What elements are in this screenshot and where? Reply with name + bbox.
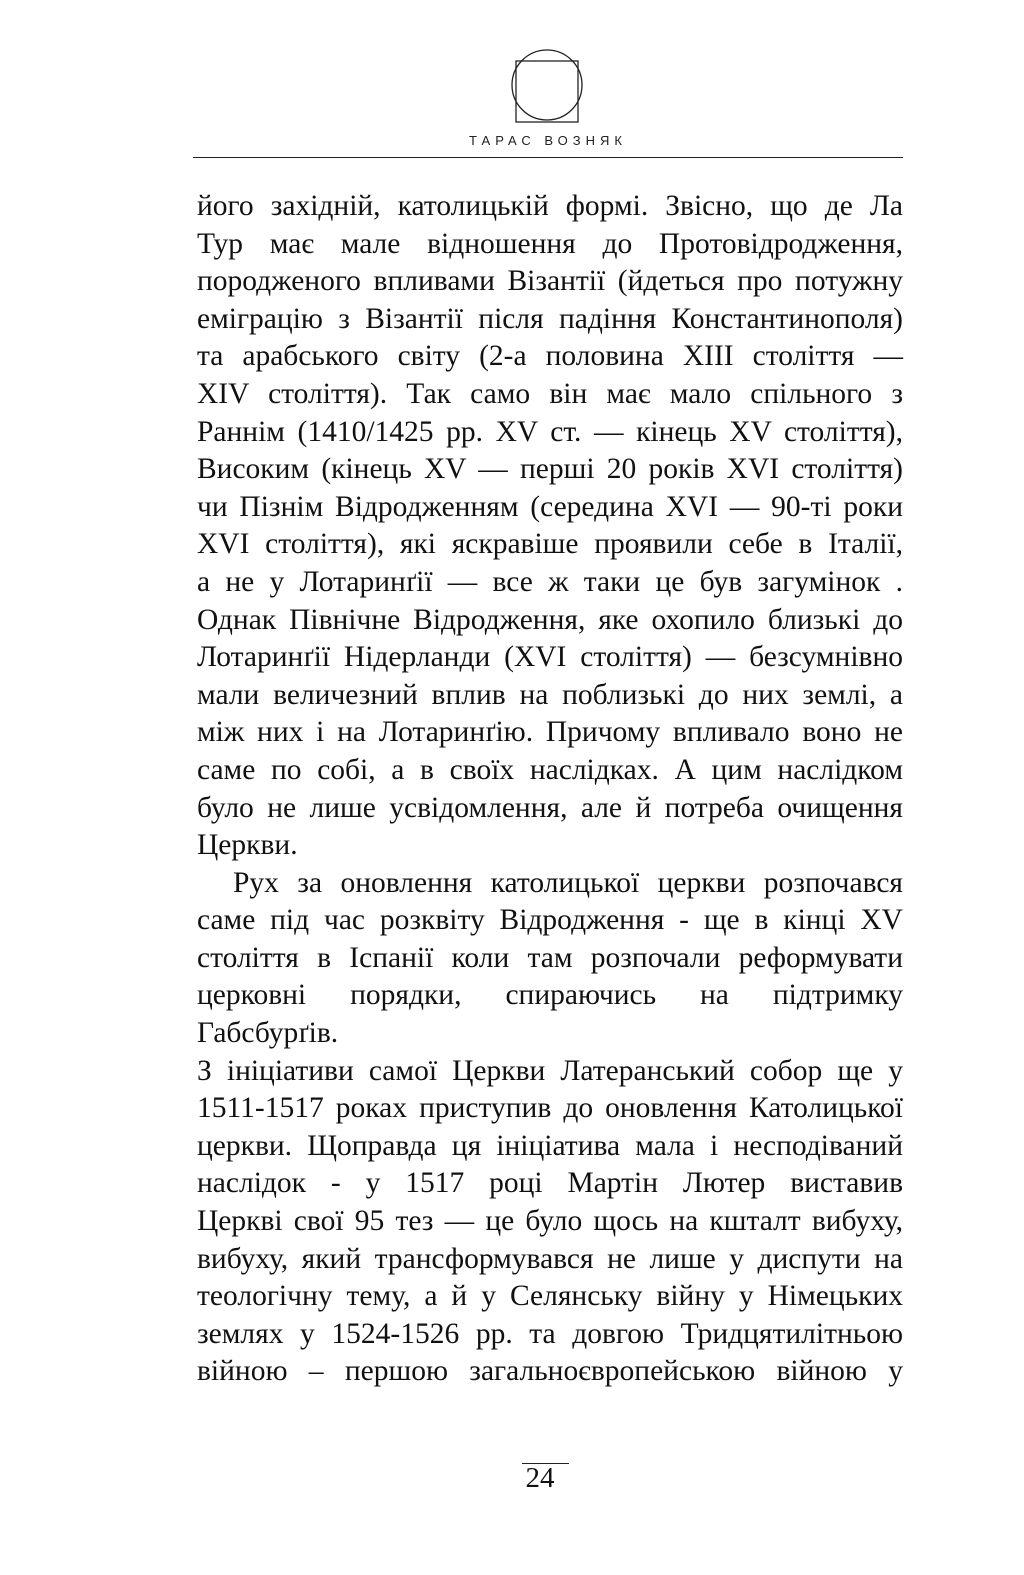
text-line: Рух за оновлення католицької церкви розпочався — [233, 866, 903, 899]
text-line: наслідок - у 1517 році Мартін Лютер виставив — [197, 1167, 903, 1200]
text-line: вибуху, який трансформувався не лише у диспути на — [197, 1242, 903, 1275]
text-line: землях у 1524-1526 рр. та довгою Тридцятилітньою — [197, 1317, 903, 1350]
text-line: 1511-1517 роках приступив до оновлення Католицької — [197, 1092, 903, 1125]
text-line: війною – першою загальноєвропейською війною у — [197, 1355, 903, 1388]
text-line: еміграцію з Візантії після падіння Константинополя) — [197, 302, 903, 335]
text-line: XIV століття). Так само він має мало спільного з — [197, 377, 903, 410]
text-line: його західній, католицькій формі. Звісно, що де Ла — [197, 190, 903, 222]
text-line: саме по собі, а в своїх наслідках. А цим наслідком — [197, 753, 903, 786]
text-line: З ініціативи самої Церкви Латеранський собор ще у — [197, 1054, 903, 1087]
running-head-author: ТАРАС ВОЗНЯК — [469, 133, 627, 148]
text-line: чи Пізнім Відродженням (середина XVI — 90-ті роки — [197, 490, 903, 523]
text-line: породженого впливами Візантії (йдеться про потужну — [197, 265, 903, 298]
text-line: Тур має мале відношення до Протовідродження, — [197, 227, 903, 260]
text-line: мали величезний вплив на поблизькі до них землі, а — [197, 678, 903, 711]
text-line: Лотаринґії Нідерланди (XVI століття) — безсумнівно — [197, 641, 903, 674]
text-line: та арабського світу (2-а половина XIII століття — — [197, 340, 903, 373]
text-line: між них і на Лотаринґію. Причому впливало воно не — [197, 716, 903, 749]
text-line: а не у Лотаринґії — все ж таки це був загумінок . — [197, 565, 903, 598]
text-line: було не лише усвідомлення, але й потреба очищення — [197, 791, 903, 824]
text-line: Церкві свої 95 тез — це було щось на кшталт вибуху, — [197, 1205, 903, 1238]
text-line: Високим (кінець XV — перші 20 років XVI століття) — [197, 453, 903, 486]
text-line: церковні порядки, спираючись на підтримку Габсбурґів. — [197, 979, 903, 1050]
text-line: Раннім (1410/1425 рр. XV ст. — кінець XV століття), — [197, 415, 903, 448]
header-rule — [193, 157, 903, 158]
page-number: 24 — [525, 1462, 555, 1494]
paragraph — [197, 188, 903, 865]
text-line: церкви. Щоправда ця ініціатива мала і несподіваний — [197, 1129, 903, 1162]
circle-square-logo — [509, 48, 585, 136]
text-line: XVI століття), які яскравіше проявили себе в Італії, — [197, 528, 903, 561]
text-line: Церкви. — [197, 829, 298, 862]
body-text — [197, 188, 903, 1391]
text-line: саме під час розквіту Відродження - ще в кінці XV — [197, 904, 903, 937]
text-line: Однак Північне Відродження, яке охопило близькі до — [197, 603, 903, 636]
paragraph — [197, 865, 903, 1391]
text-line: століття в Іспанії коли там розпочали реформувати — [197, 941, 903, 974]
text-line: теологічну тему, а й у Селянську війну у Німецьких — [197, 1280, 903, 1313]
